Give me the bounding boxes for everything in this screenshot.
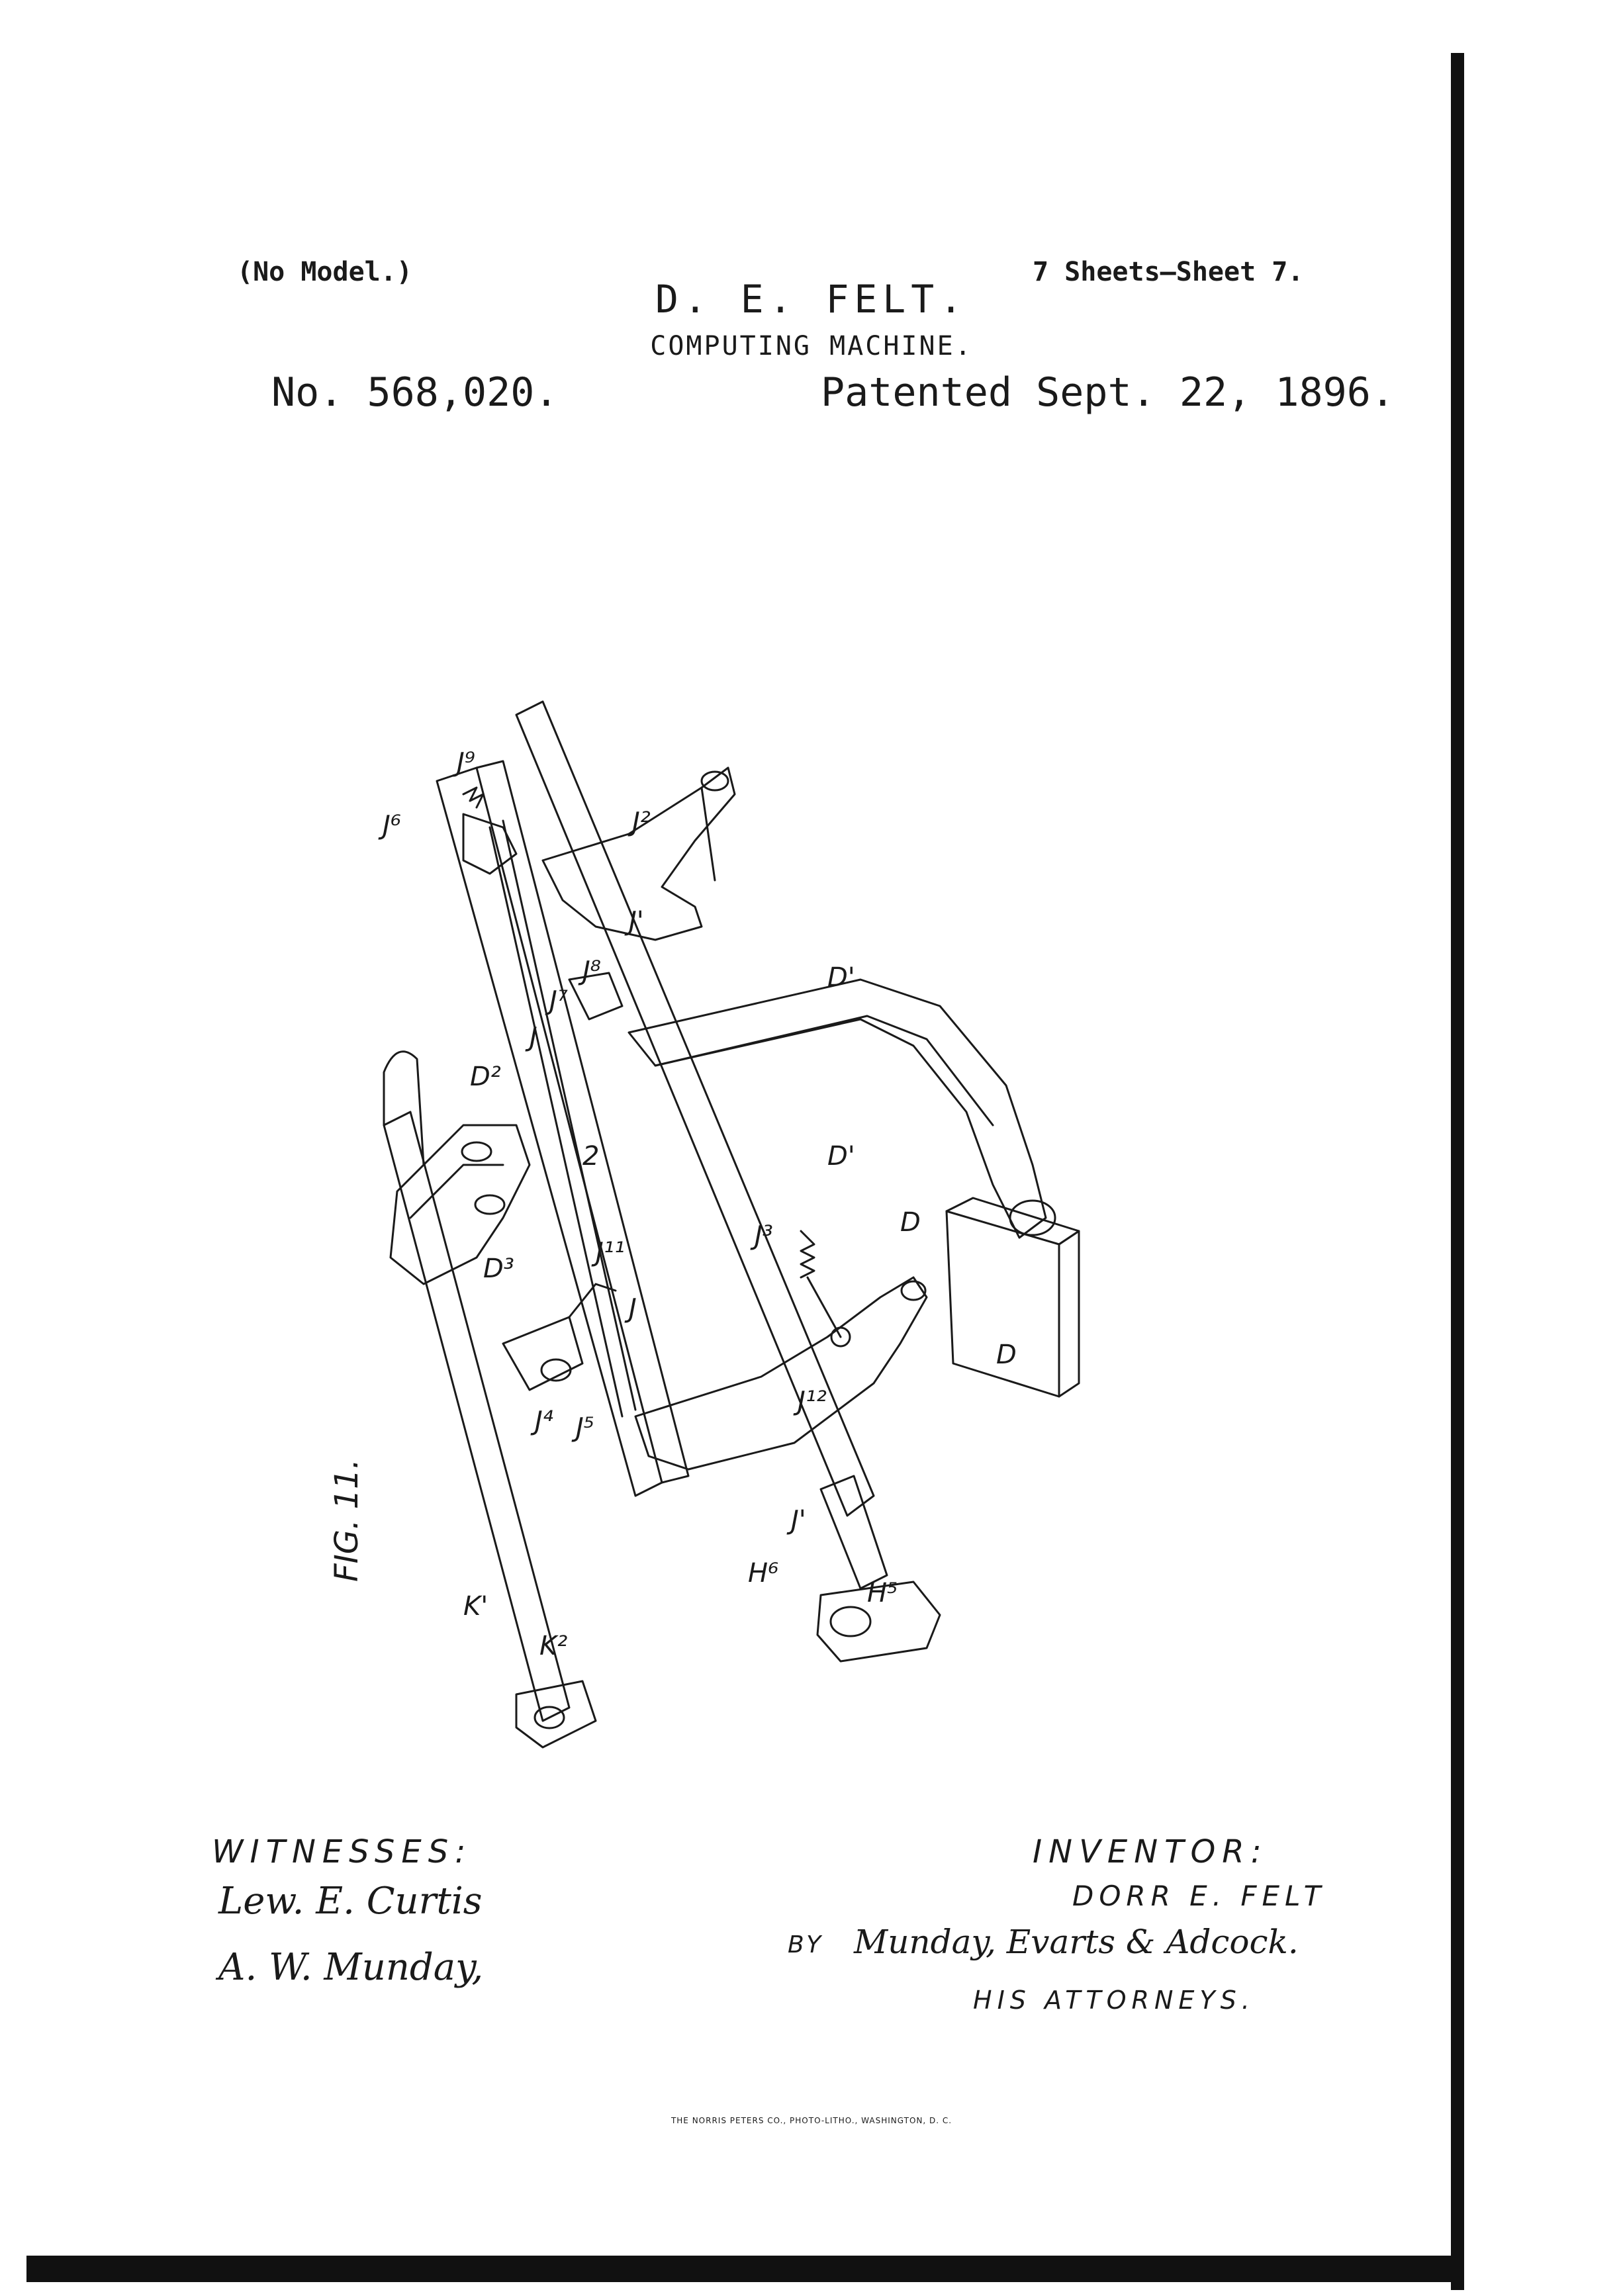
label-j6: J⁶ xyxy=(383,810,401,841)
label-j12: J¹² xyxy=(798,1386,827,1416)
wire-1 xyxy=(490,827,622,1416)
sheet-count: 7 Sheets—Sheet 7. xyxy=(1033,257,1304,287)
h5-crank-hole xyxy=(831,1607,870,1636)
label-j-small: J xyxy=(530,1022,537,1052)
label-d2: D² xyxy=(470,1062,501,1092)
label-d1-top: D' xyxy=(827,962,855,993)
slide-plate-edge xyxy=(477,761,688,1483)
label-j3: J³ xyxy=(755,1220,773,1251)
witnesses-label: WITNESSES: xyxy=(212,1833,473,1870)
label-k1: K' xyxy=(463,1591,488,1622)
inventor-heading: D. E. FELT. xyxy=(655,277,968,322)
witness-signature-2: A. W. Munday, xyxy=(218,1946,484,1989)
patent-title: COMPUTING MACHINE. xyxy=(650,331,973,361)
label-d-block: D xyxy=(996,1340,1017,1370)
label-j1-top: J' xyxy=(629,906,644,937)
label-j-lower: J xyxy=(629,1293,637,1324)
spring-j3 xyxy=(801,1231,814,1277)
label-two: 2 xyxy=(582,1141,600,1171)
label-j11: J¹¹ xyxy=(596,1237,625,1267)
label-d3: D³ xyxy=(483,1254,514,1284)
label-j2-top: J² xyxy=(632,807,651,837)
label-j7: J⁷ xyxy=(549,986,568,1016)
label-h6: H⁶ xyxy=(748,1558,779,1588)
inventor-name: DORR E. FELT xyxy=(1072,1880,1326,1912)
label-j8: J⁸ xyxy=(582,956,601,986)
label-j5: J⁵ xyxy=(576,1412,594,1443)
scan-border-bottom xyxy=(26,2256,1464,2282)
spring-j9 xyxy=(463,788,483,807)
lever-pivot xyxy=(1010,1201,1055,1235)
shaft-end xyxy=(821,1476,887,1588)
wire-2 xyxy=(503,821,635,1410)
attorneys-label: HIS ATTORNEYS. xyxy=(973,1986,1255,2015)
link-j4 xyxy=(503,1317,582,1390)
label-j4: J⁴ xyxy=(535,1406,553,1436)
figure-caption: FIG. 11. xyxy=(328,1459,365,1582)
printer-credit: THE NORRIS PETERS CO., PHOTO-LITHO., WASHINGTON, D. C. xyxy=(671,2116,952,2125)
by-label: BY xyxy=(788,1931,824,1958)
label-h5: H⁵ xyxy=(867,1578,898,1608)
patent-number: No. 568,020. xyxy=(271,369,559,416)
label-j9: J⁹ xyxy=(457,747,475,778)
label-j1-bottom: J' xyxy=(791,1505,806,1536)
inventor-label: INVENTOR: xyxy=(1033,1833,1268,1870)
slide-plate xyxy=(437,768,662,1496)
model-note: (No Model.) xyxy=(237,257,412,287)
patent-date: Patented Sept. 22, 1896. xyxy=(821,369,1395,416)
lever-d1 xyxy=(629,980,1046,1238)
label-d1-mid: D' xyxy=(827,1141,855,1171)
attorneys-signature: Munday, Evarts & Adcock. xyxy=(854,1923,1299,1961)
witness-signature-1: Lew. E. Curtis xyxy=(218,1880,483,1923)
label-k2: K² xyxy=(539,1631,568,1661)
label-d: D xyxy=(900,1207,921,1238)
scan-border-right xyxy=(1451,53,1464,2290)
